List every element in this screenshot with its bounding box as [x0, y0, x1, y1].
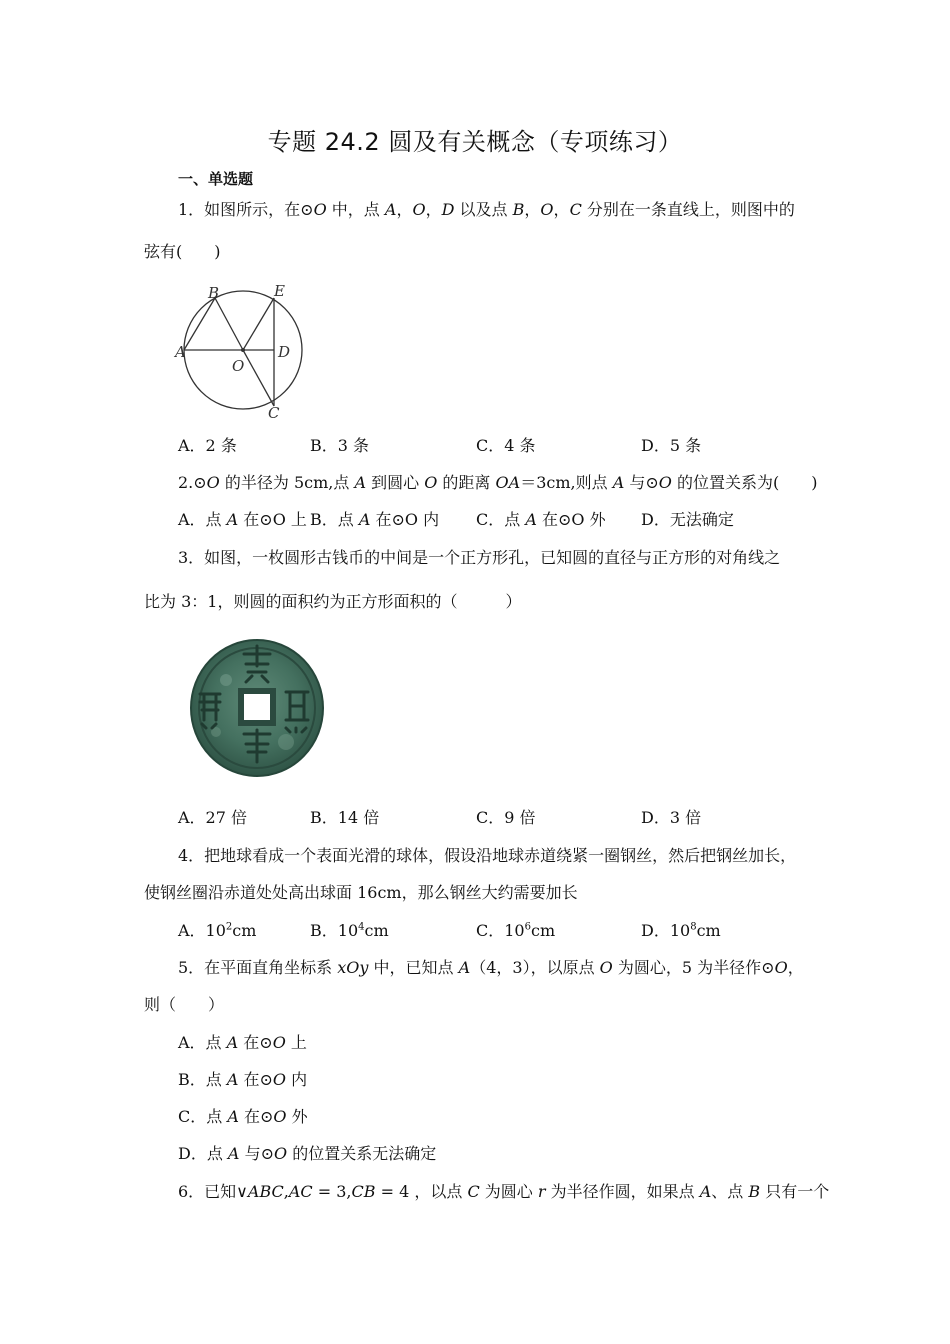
q6-var: C: [467, 1182, 480, 1201]
q5-text: 为圆心，5 为半径作⊙: [612, 958, 775, 977]
q5-var: O: [599, 958, 613, 977]
q1-var: B: [512, 200, 525, 219]
q5-text: D．点: [178, 1144, 228, 1163]
q2-text: 在⊙O 外: [536, 510, 606, 529]
q2-text: 在⊙O 内: [370, 510, 440, 529]
q1-var: C: [569, 200, 582, 219]
q5-text: 与⊙: [239, 1144, 274, 1163]
q5-var: O: [272, 1033, 286, 1052]
q4-text: B．10: [310, 921, 359, 940]
q4-text: cm: [232, 921, 257, 940]
q6-text: ,: [283, 1182, 289, 1201]
q2-var: A: [226, 510, 239, 529]
q5-option-c: [178, 1107, 308, 1127]
q6-line1: [178, 1182, 829, 1202]
q1-option-a: A．2 条: [178, 436, 237, 455]
q1-circle-figure: [170, 280, 310, 420]
q5-var: O: [273, 1144, 288, 1163]
q2-var: O: [658, 473, 672, 492]
q4-option-c: [476, 921, 555, 941]
q5-var: A: [226, 1033, 239, 1052]
q1-text: ，: [524, 200, 541, 219]
section-heading: 一、单选题: [178, 170, 254, 188]
q6-text: 、点: [711, 1182, 749, 1201]
q5-text: ，: [787, 958, 804, 977]
q4-option-a: [178, 921, 256, 941]
q4-text: A．10: [178, 921, 226, 940]
q5-var: A: [227, 1107, 239, 1126]
q5-var: A: [458, 958, 471, 977]
q2-option-d: D．无法确定: [641, 510, 734, 529]
q4-text: cm: [364, 921, 389, 940]
q3-option-b: B．14 倍: [310, 808, 380, 827]
q5-text: 中，已知点: [368, 958, 459, 977]
q3-option-c: C．9 倍: [476, 808, 536, 827]
q2-option-b: [310, 510, 439, 530]
q4-text: D．10: [641, 921, 691, 940]
q5-text: 在⊙: [238, 1033, 273, 1052]
q4-exponent: 4: [358, 921, 365, 933]
label-A: A: [175, 343, 186, 361]
q4-text: cm: [530, 921, 556, 940]
q1-text: ，: [553, 200, 570, 219]
q2-var: A: [525, 510, 537, 529]
q5-var: O: [273, 1107, 287, 1126]
q2-text: 2.⊙: [178, 473, 207, 492]
q2-text: 的位置关系为( ): [671, 473, 818, 492]
q1-var: A: [384, 200, 397, 219]
q6-text: 只有一个: [760, 1182, 830, 1201]
q5-text: C．点: [178, 1107, 228, 1126]
q1-line1: [178, 200, 795, 220]
q4-exponent: 2: [225, 921, 233, 933]
q1-text: 分别在一条直线上，则图中的: [581, 200, 795, 219]
q4-line2: 使钢丝圈沿赤道处处高出球面 16cm，那么钢丝大约需要加长: [144, 883, 578, 902]
label-O: O: [232, 357, 245, 375]
q5-text: （4，3），以原点: [470, 958, 600, 977]
q5-option-d: [178, 1144, 436, 1164]
q2-line1: [178, 473, 817, 493]
q5-text: B．点: [178, 1070, 227, 1089]
q2-option-a: [178, 510, 307, 530]
q2-var: A: [612, 473, 625, 492]
q5-line1: [178, 958, 804, 978]
q4-line1: 4．把地球看成一个表面光滑的球体，假设沿地球赤道绕紧一圈钢丝，然后把钢丝加长，: [178, 846, 797, 865]
q2-text: 在⊙O 上: [238, 510, 307, 529]
q4-option-d: [641, 921, 721, 941]
q1-var: D: [441, 200, 455, 219]
q5-text: 在⊙: [238, 1107, 274, 1126]
q1-option-b: B．3 条: [310, 436, 370, 455]
q5-var: A: [226, 1070, 239, 1089]
q6-text: = 3,: [312, 1182, 352, 1201]
page-title: 专题 24.2 圆及有关概念（专项练习）: [267, 128, 683, 156]
q1-line2: 弦有( ): [144, 242, 221, 261]
q3-line1: 3．如图，一枚圆形古钱币的中间是一个正方形孔，已知圆的直径与正方形的对角线之: [178, 548, 781, 567]
q6-var: CB: [351, 1182, 376, 1201]
q5-text: 上: [285, 1033, 307, 1052]
q1-text: ，: [425, 200, 442, 219]
q1-text: 1．如图所示，在⊙: [178, 200, 314, 219]
q5-text: 的位置关系无法确定: [287, 1144, 437, 1163]
q6-var: B: [748, 1182, 761, 1201]
q1-option-d: D．5 条: [641, 436, 702, 455]
q5-var: xOy: [337, 958, 369, 977]
q6-text: 为半径作圆，如果点: [545, 1182, 700, 1201]
q2-text: C．点: [476, 510, 526, 529]
q3-line2: 比为 3：1，则圆的面积约为正方形面积的（ ）: [144, 592, 522, 611]
label-B: B: [208, 284, 220, 302]
q2-option-c: [476, 510, 606, 530]
q5-line2: 则（ ）: [144, 995, 225, 1014]
q6-var: r: [537, 1182, 546, 1201]
q5-text: 外: [286, 1107, 308, 1126]
q4-text: C．10: [476, 921, 525, 940]
q2-var: OA: [495, 473, 521, 492]
q1-text: ，: [396, 200, 413, 219]
q6-var: A: [699, 1182, 712, 1201]
q6-text: 6．已知∨: [178, 1182, 248, 1201]
q3-option-a: A．27 倍: [178, 808, 248, 827]
q2-var: A: [358, 510, 371, 529]
q5-text: A．点: [178, 1033, 227, 1052]
coin-image: [186, 632, 328, 780]
q2-text: 的半径为 5cm,点: [219, 473, 355, 492]
q5-var: O: [272, 1070, 287, 1089]
q2-text: B．点: [310, 510, 359, 529]
q5-text: 5．在平面直角坐标系: [178, 958, 338, 977]
q2-var: O: [206, 473, 220, 492]
label-E: E: [274, 282, 285, 300]
q1-text: 中，点: [326, 200, 385, 219]
q5-option-a: [178, 1033, 307, 1053]
q4-option-b: [310, 921, 389, 941]
q5-var: A: [227, 1144, 240, 1163]
q1-var: O: [412, 200, 426, 219]
q6-text: = 4 ，以点: [375, 1182, 468, 1201]
label-D: D: [278, 343, 291, 361]
q3-option-d: D．3 倍: [641, 808, 702, 827]
q1-var: O: [540, 200, 554, 219]
q5-text: 在⊙: [238, 1070, 273, 1089]
q1-var: O: [313, 200, 327, 219]
label-C: C: [268, 404, 280, 420]
q2-text: ＝3cm,则点: [520, 473, 613, 492]
q2-text: 与⊙: [624, 473, 659, 492]
q1-option-c: C．4 条: [476, 436, 536, 455]
q2-var: O: [424, 473, 438, 492]
q4-exponent: 6: [524, 921, 531, 933]
q6-var: AC: [288, 1182, 313, 1201]
q2-text: A．点: [178, 510, 227, 529]
q2-var: A: [354, 473, 367, 492]
q1-text: 以及点: [454, 200, 513, 219]
q5-var: O: [774, 958, 788, 977]
q5-text: 内: [286, 1070, 308, 1089]
q2-text: 的距离: [437, 473, 496, 492]
q4-text: cm: [696, 921, 721, 940]
q5-option-b: [178, 1070, 307, 1090]
q6-var: ABC: [247, 1182, 284, 1201]
q2-text: 到圆心: [366, 473, 425, 492]
q6-text: 为圆心: [479, 1182, 538, 1201]
q4-exponent: 8: [690, 921, 697, 933]
